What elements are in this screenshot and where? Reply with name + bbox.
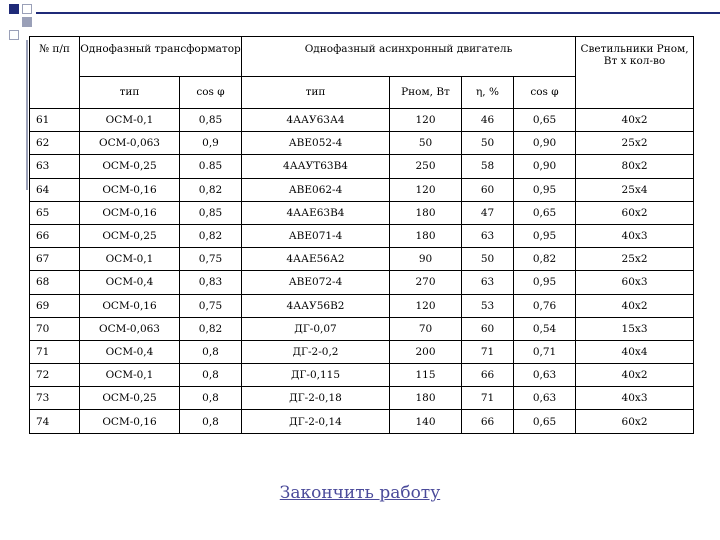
- table-row: [30, 224, 694, 247]
- cell-num: 65: [30, 201, 80, 224]
- cell-motor-type: АВЕ071-4: [242, 224, 390, 247]
- cell-motor-cos: 0,95: [514, 224, 576, 247]
- specification-table: [29, 36, 694, 434]
- cell-num: 70: [30, 317, 80, 340]
- table-row: [30, 317, 694, 340]
- cell-motor-power: 200: [390, 340, 462, 363]
- cell-transformer-cos: 0,8: [180, 410, 242, 433]
- cell-motor-eta: 47: [462, 201, 514, 224]
- cell-num: 71: [30, 340, 80, 363]
- table-row: [30, 271, 694, 294]
- table-row: [30, 201, 694, 224]
- cell-motor-type: ДГ-2-0,2: [242, 340, 390, 363]
- cell-transformer-type: ОСМ-0,16: [80, 201, 180, 224]
- title-rule: [36, 12, 720, 14]
- cell-num: 63: [30, 155, 80, 178]
- cell-motor-power: 120: [390, 294, 462, 317]
- cell-lamps: 15х3: [576, 317, 694, 340]
- cell-transformer-type: ОСМ-0,1: [80, 248, 180, 271]
- cell-motor-power: 70: [390, 317, 462, 340]
- cell-transformer-type: ОСМ-0,25: [80, 224, 180, 247]
- cell-lamps: 80х2: [576, 155, 694, 178]
- cell-motor-eta: 50: [462, 248, 514, 271]
- cell-motor-type: ДГ-0,07: [242, 317, 390, 340]
- cell-motor-type: АВЕ062-4: [242, 178, 390, 201]
- cell-motor-cos: 0,95: [514, 178, 576, 201]
- table-row: [30, 340, 694, 363]
- cell-motor-eta: 60: [462, 178, 514, 201]
- cell-motor-cos: 0,95: [514, 271, 576, 294]
- cell-transformer-cos: 0,82: [180, 224, 242, 247]
- cell-motor-eta: 71: [462, 387, 514, 410]
- cell-motor-eta: 50: [462, 132, 514, 155]
- table-row: [30, 410, 694, 433]
- finish-work-link[interactable]: Закончить работу: [279, 483, 441, 503]
- cell-motor-cos: 0,76: [514, 294, 576, 317]
- cell-motor-eta: 60: [462, 317, 514, 340]
- header-row-top: [30, 37, 694, 77]
- cell-motor-cos: 0,71: [514, 340, 576, 363]
- cell-motor-power: 140: [390, 410, 462, 433]
- cell-motor-eta: 58: [462, 155, 514, 178]
- cell-motor-cos: 0,82: [514, 248, 576, 271]
- decor-square-navy: [9, 4, 19, 14]
- cell-motor-eta: 66: [462, 364, 514, 387]
- cell-motor-power: 180: [390, 387, 462, 410]
- cell-motor-type: 4ААЕ63В4: [242, 201, 390, 224]
- cell-num: 64: [30, 178, 80, 201]
- cell-transformer-cos: 0,82: [180, 178, 242, 201]
- cell-lamps: 40х3: [576, 224, 694, 247]
- cell-transformer-type: ОСМ-0,16: [80, 178, 180, 201]
- cell-motor-eta: 71: [462, 340, 514, 363]
- cell-transformer-cos: 0,75: [180, 294, 242, 317]
- cell-motor-cos: 0,90: [514, 132, 576, 155]
- cell-num: 61: [30, 109, 80, 132]
- cell-motor-type: 4ААУ63А4: [242, 109, 390, 132]
- decor-square-grey: [22, 17, 32, 27]
- header-tr-cos: cos φ: [180, 77, 242, 109]
- cell-lamps: 25х2: [576, 132, 694, 155]
- cell-lamps: 40х4: [576, 340, 694, 363]
- cell-motor-cos: 0,65: [514, 201, 576, 224]
- cell-motor-type: АВЕ052-4: [242, 132, 390, 155]
- header-tr-type: тип: [80, 77, 180, 109]
- cell-motor-eta: 46: [462, 109, 514, 132]
- table-row: [30, 387, 694, 410]
- cell-transformer-type: ОСМ-0,16: [80, 294, 180, 317]
- cell-transformer-type: ОСМ-0,4: [80, 271, 180, 294]
- header-num: № п/п: [30, 37, 80, 109]
- cell-transformer-type: ОСМ-0,1: [80, 364, 180, 387]
- cell-motor-power: 120: [390, 178, 462, 201]
- cell-lamps: 60х2: [576, 201, 694, 224]
- cell-motor-power: 180: [390, 224, 462, 247]
- cell-transformer-cos: 0,9: [180, 132, 242, 155]
- cell-lamps: 40х2: [576, 364, 694, 387]
- header-m-type: тип: [242, 77, 390, 109]
- decor-square-outline: [9, 30, 19, 40]
- cell-transformer-type: ОСМ-0,25: [80, 155, 180, 178]
- cell-transformer-type: ОСМ-0,4: [80, 340, 180, 363]
- table-body: [30, 109, 694, 434]
- cell-transformer-cos: 0,8: [180, 364, 242, 387]
- cell-motor-power: 90: [390, 248, 462, 271]
- table-row: [30, 132, 694, 155]
- cell-motor-type: АВЕ072-4: [242, 271, 390, 294]
- cell-lamps: 40х2: [576, 109, 694, 132]
- cell-num: 67: [30, 248, 80, 271]
- cell-motor-type: 4ААУ56В2: [242, 294, 390, 317]
- table-row: [30, 109, 694, 132]
- cell-motor-type: 4ААУТ63В4: [242, 155, 390, 178]
- cell-transformer-cos: 0,85: [180, 201, 242, 224]
- cell-num: 62: [30, 132, 80, 155]
- cell-motor-cos: 0,65: [514, 410, 576, 433]
- cell-transformer-type: ОСМ-0,063: [80, 317, 180, 340]
- cell-motor-power: 50: [390, 132, 462, 155]
- cell-transformer-type: ОСМ-0,16: [80, 410, 180, 433]
- cell-transformer-cos: 0.85: [180, 155, 242, 178]
- cell-num: 66: [30, 224, 80, 247]
- cell-transformer-cos: 0,75: [180, 248, 242, 271]
- table-row: [30, 364, 694, 387]
- cell-motor-eta: 63: [462, 224, 514, 247]
- cell-transformer-cos: 0,8: [180, 387, 242, 410]
- table-row: [30, 248, 694, 271]
- table-row: [30, 178, 694, 201]
- table-row: [30, 155, 694, 178]
- cell-motor-type: ДГ-2-0,18: [242, 387, 390, 410]
- cell-transformer-cos: 0,8: [180, 340, 242, 363]
- cell-transformer-cos: 0,82: [180, 317, 242, 340]
- header-m-power: Pном, Вт: [390, 77, 462, 109]
- cell-motor-type: ДГ-2-0,14: [242, 410, 390, 433]
- cell-motor-power: 115: [390, 364, 462, 387]
- cell-transformer-type: ОСМ-0,063: [80, 132, 180, 155]
- cell-motor-type: ДГ-0,115: [242, 364, 390, 387]
- cell-num: 74: [30, 410, 80, 433]
- side-rule: [26, 40, 28, 190]
- cell-lamps: 40х2: [576, 294, 694, 317]
- cell-num: 69: [30, 294, 80, 317]
- cell-motor-type: 4ААЕ56А2: [242, 248, 390, 271]
- cell-motor-eta: 66: [462, 410, 514, 433]
- cell-motor-cos: 0,63: [514, 364, 576, 387]
- cell-num: 73: [30, 387, 80, 410]
- header-m-cos: cos φ: [514, 77, 576, 109]
- header-lamps: Светильники Pном, Вт х кол-во: [576, 37, 694, 109]
- cell-motor-cos: 0,90: [514, 155, 576, 178]
- cell-num: 72: [30, 364, 80, 387]
- cell-lamps: 40х3: [576, 387, 694, 410]
- header-m-eta: η, %: [462, 77, 514, 109]
- cell-transformer-cos: 0,83: [180, 271, 242, 294]
- cell-transformer-type: ОСМ-0,1: [80, 109, 180, 132]
- cell-transformer-cos: 0,85: [180, 109, 242, 132]
- cell-motor-eta: 63: [462, 271, 514, 294]
- cell-motor-power: 180: [390, 201, 462, 224]
- cell-lamps: 60х2: [576, 410, 694, 433]
- table-row: [30, 294, 694, 317]
- cell-motor-power: 120: [390, 109, 462, 132]
- cell-lamps: 25х4: [576, 178, 694, 201]
- cell-motor-eta: 53: [462, 294, 514, 317]
- cell-lamps: 60х3: [576, 271, 694, 294]
- cell-motor-power: 270: [390, 271, 462, 294]
- cell-motor-power: 250: [390, 155, 462, 178]
- decor-square-outline: [22, 4, 32, 14]
- header-transformer: Однофазный трансформатор: [80, 37, 242, 77]
- cell-motor-cos: 0,54: [514, 317, 576, 340]
- cell-num: 68: [30, 271, 80, 294]
- cell-transformer-type: ОСМ-0,25: [80, 387, 180, 410]
- cell-motor-cos: 0,63: [514, 387, 576, 410]
- header-motor: Однофазный асинхронный двигатель: [242, 37, 576, 77]
- cell-lamps: 25х2: [576, 248, 694, 271]
- cell-motor-cos: 0,65: [514, 109, 576, 132]
